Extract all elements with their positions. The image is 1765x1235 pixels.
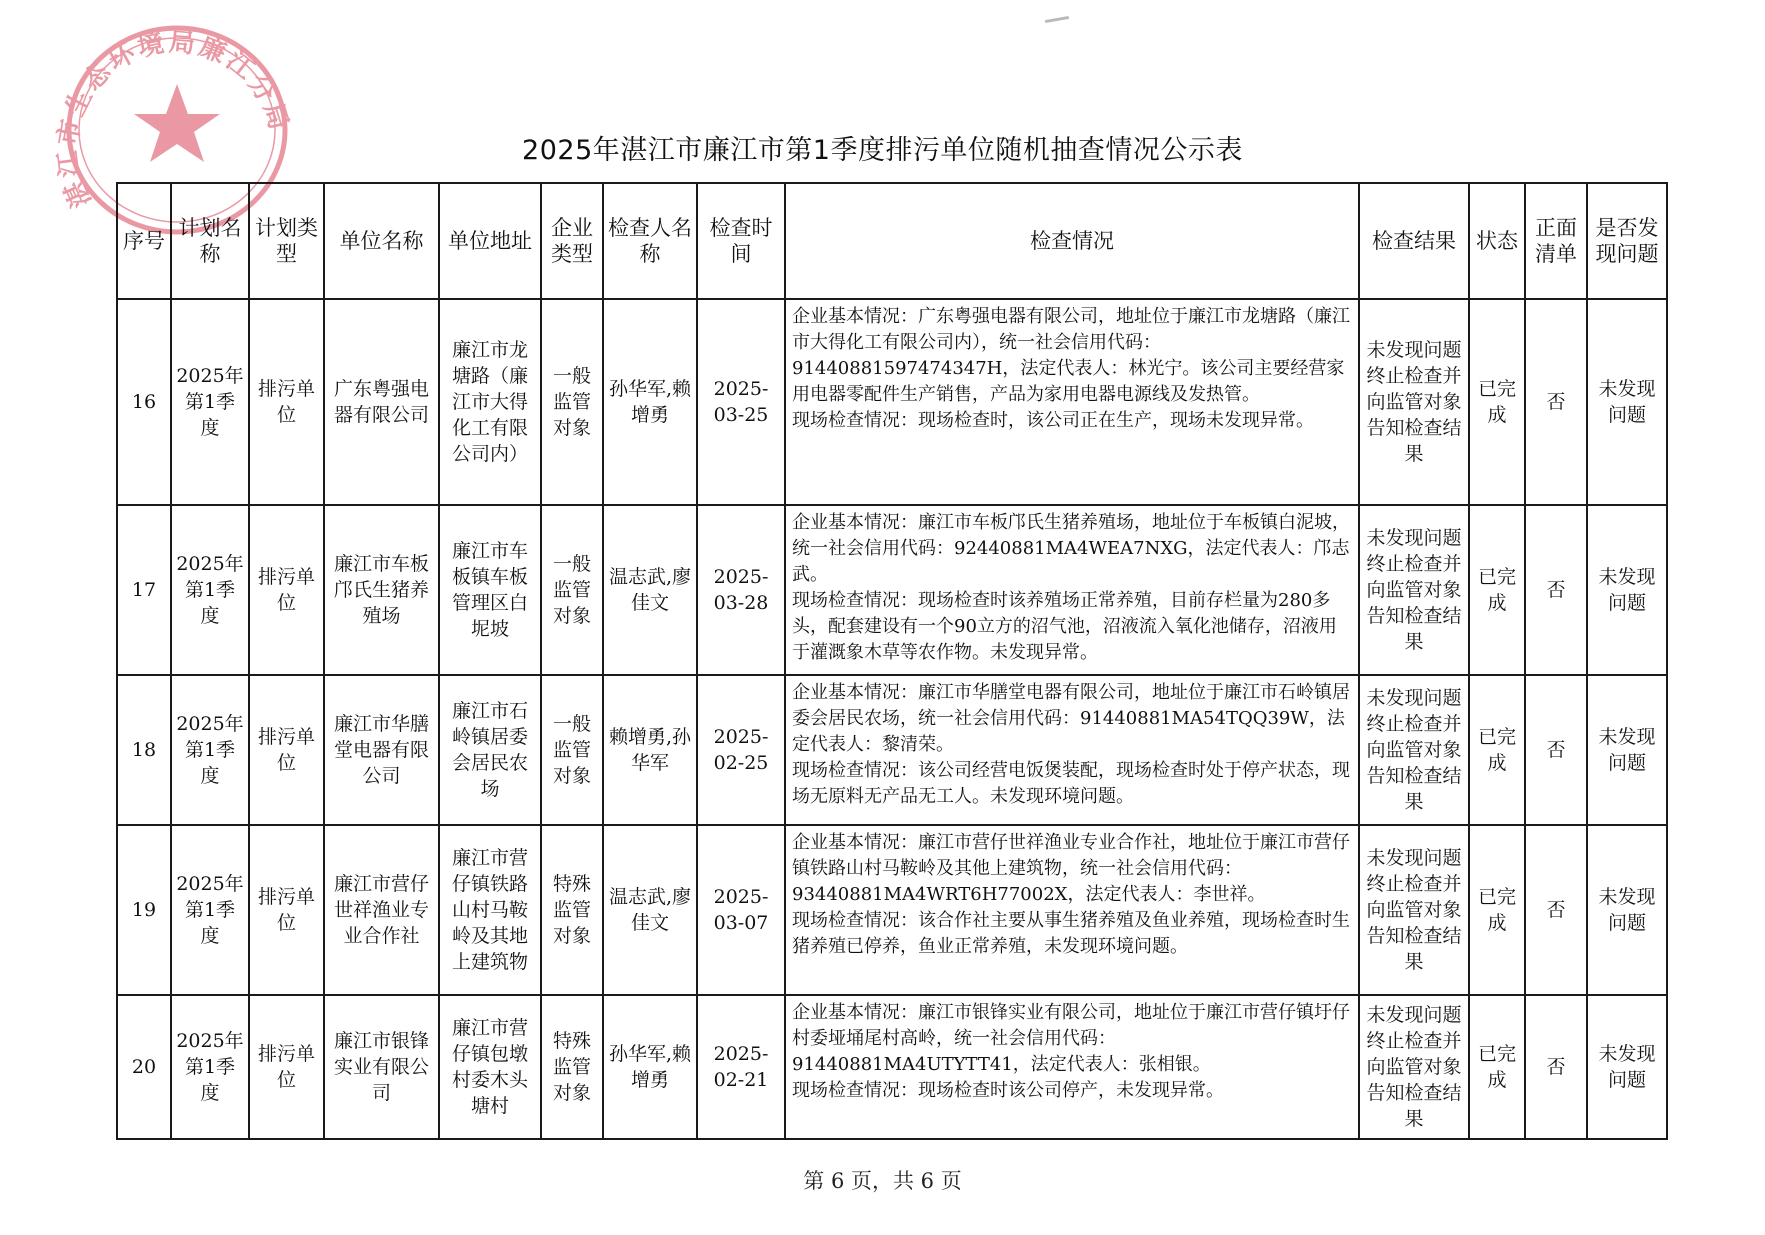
- cell-date: 2025-03-28: [697, 505, 785, 675]
- cell-unit-name: 廉江市银锋实业有限公司: [324, 995, 439, 1139]
- cell-ent-type: 特殊监管对象: [541, 995, 603, 1139]
- seal-text: 湛江市生态环境局廉江分局: [52, 27, 295, 212]
- onsite-info: 现场检查情况：现场检查时该公司停产，未发现异常。: [792, 1080, 1224, 1101]
- cell-problem-found: 未发现问题: [1587, 299, 1667, 505]
- cell-status: 已完成: [1469, 995, 1525, 1139]
- cell-seq: 16: [117, 299, 171, 505]
- header-seq: 序号: [117, 183, 171, 299]
- cell-problem-found: 未发现问题: [1587, 995, 1667, 1139]
- cell-plan-type: 排污单位: [249, 299, 324, 505]
- header-plan-name: 计划名称: [171, 183, 249, 299]
- page-footer: 第 6 页，共 6 页: [803, 1169, 962, 1193]
- onsite-info: 现场检查情况：该公司经营电饭煲装配，现场检查时处于停产状态，现场无原料无产品无工人。未发现环境问题。: [792, 760, 1350, 807]
- basic-info: 企业基本情况：广东粤强电器有限公司，地址位于廉江市龙塘路（廉江市大得化工有限公司内），统一社会信用代码：91440881597474347H，法定代表人：林光宁。该公司主要经营家用电器零配件生产销售，产品为家用电器电源线及发热管。: [792, 306, 1350, 405]
- cell-positive-list: 否: [1525, 299, 1587, 505]
- cell-plan-type: 排污单位: [249, 505, 324, 675]
- cell-seq: 17: [117, 505, 171, 675]
- cell-inspector: 孙华军,赖增勇: [603, 299, 697, 505]
- cell-unit-name: 广东粤强电器有限公司: [324, 299, 439, 505]
- inspection-table: [116, 182, 1668, 1140]
- cell-problem-found: 未发现问题: [1587, 825, 1667, 995]
- cell-address: 廉江市营仔镇铁路山村马鞍岭及其地上建筑物: [439, 825, 541, 995]
- cell-result: 未发现问题终止检查并向监管对象告知检查结果: [1359, 505, 1469, 675]
- header-result: 检查结果: [1359, 183, 1469, 299]
- cell-result: 未发现问题终止检查并向监管对象告知检查结果: [1359, 995, 1469, 1139]
- cell-inspector: 温志武,廖佳文: [603, 825, 697, 995]
- cell-inspector: 温志武,廖佳文: [603, 505, 697, 675]
- basic-info: 企业基本情况：廉江市华膳堂电器有限公司，地址位于廉江市石岭镇居委会居民农场，统一社会信用代码：91440881MA54TQQ39W，法定代表人：黎清荣。: [792, 682, 1350, 755]
- header-problem-found: 是否发现问题: [1587, 183, 1667, 299]
- cell-result: 未发现问题终止检查并向监管对象告知检查结果: [1359, 299, 1469, 505]
- cell-positive-list: 否: [1525, 675, 1587, 825]
- header-unit-name: 单位名称: [324, 183, 439, 299]
- cell-plan-type: 排污单位: [249, 825, 324, 995]
- table-row: [117, 675, 1667, 825]
- cell-plan-name: 2025年第1季度: [171, 675, 249, 825]
- cell-positive-list: 否: [1525, 995, 1587, 1139]
- table-row: [117, 299, 1667, 505]
- cell-situation: [785, 825, 1359, 995]
- cell-status: 已完成: [1469, 675, 1525, 825]
- cell-seq: 19: [117, 825, 171, 995]
- cell-status: 已完成: [1469, 299, 1525, 505]
- cell-address: 廉江市车板镇车板管理区白坭坡: [439, 505, 541, 675]
- cell-positive-list: 否: [1525, 505, 1587, 675]
- cell-date: 2025-02-21: [697, 995, 785, 1139]
- cell-unit-name: 廉江市车板邝氏生猪养殖场: [324, 505, 439, 675]
- cell-situation: [785, 675, 1359, 825]
- cell-unit-name: 廉江市华膳堂电器有限公司: [324, 675, 439, 825]
- cell-ent-type: 特殊监管对象: [541, 825, 603, 995]
- page-title: 2025年湛江市廉江市第1季度排污单位随机抽查情况公示表: [522, 135, 1243, 166]
- cell-ent-type: 一般监管对象: [541, 299, 603, 505]
- cell-status: 已完成: [1469, 825, 1525, 995]
- scan-speck: [1045, 16, 1069, 23]
- onsite-info: 现场检查情况：该合作社主要从事生猪养殖及鱼业养殖，现场检查时生猪养殖已停养，鱼业正常养殖，未发现环境问题。: [792, 910, 1350, 957]
- table-row: [117, 995, 1667, 1139]
- cell-situation: [785, 505, 1359, 675]
- header-address: 单位地址: [439, 183, 541, 299]
- cell-date: 2025-03-25: [697, 299, 785, 505]
- cell-ent-type: 一般监管对象: [541, 505, 603, 675]
- header-situation: 检查情况: [785, 183, 1359, 299]
- cell-address: 廉江市龙塘路（廉江市大得化工有限公司内）: [439, 299, 541, 505]
- cell-result: 未发现问题终止检查并向监管对象告知检查结果: [1359, 675, 1469, 825]
- cell-problem-found: 未发现问题: [1587, 675, 1667, 825]
- cell-address: 廉江市石岭镇居委会居民农场: [439, 675, 541, 825]
- cell-plan-name: 2025年第1季度: [171, 825, 249, 995]
- cell-date: 2025-02-25: [697, 675, 785, 825]
- table-row: [117, 825, 1667, 995]
- cell-plan-name: 2025年第1季度: [171, 505, 249, 675]
- cell-positive-list: 否: [1525, 825, 1587, 995]
- header-plan-type: 计划类型: [249, 183, 324, 299]
- header-date: 检查时间: [697, 183, 785, 299]
- cell-plan-name: 2025年第1季度: [171, 299, 249, 505]
- cell-unit-name: 廉江市营仔世祥渔业专业合作社: [324, 825, 439, 995]
- cell-ent-type: 一般监管对象: [541, 675, 603, 825]
- cell-problem-found: 未发现问题: [1587, 505, 1667, 675]
- header-inspector: 检查人名称: [603, 183, 697, 299]
- cell-seq: 18: [117, 675, 171, 825]
- cell-status: 已完成: [1469, 505, 1525, 675]
- cell-address: 廉江市营仔镇包墩村委木头塘村: [439, 995, 541, 1139]
- cell-situation: [785, 995, 1359, 1139]
- cell-plan-name: 2025年第1季度: [171, 995, 249, 1139]
- table-row: [117, 505, 1667, 675]
- basic-info: 企业基本情况：廉江市营仔世祥渔业专业合作社，地址位于廉江市营仔镇铁路山村马鞍岭及其他上建筑物，统一社会信用代码：93440881MA4WRT6H77002X，法定代表人：李世祥。: [792, 832, 1350, 905]
- cell-date: 2025-03-07: [697, 825, 785, 995]
- cell-inspector: 赖增勇,孙华军: [603, 675, 697, 825]
- cell-plan-type: 排污单位: [249, 995, 324, 1139]
- basic-info: 企业基本情况：廉江市银锋实业有限公司，地址位于廉江市营仔镇圩仔村委垭埇尾村高岭，统一社会信用代码：91440881MA4UTYTT41，法定代表人：张相银。: [792, 1002, 1350, 1075]
- cell-seq: 20: [117, 995, 171, 1139]
- cell-result: 未发现问题终止检查并向监管对象告知检查结果: [1359, 825, 1469, 995]
- cell-situation: [785, 299, 1359, 505]
- cell-plan-type: 排污单位: [249, 675, 324, 825]
- header-ent-type: 企业类型: [541, 183, 603, 299]
- onsite-info: 现场检查情况：现场检查时，该公司正在生产，现场未发现异常。: [792, 410, 1314, 431]
- onsite-info: 现场检查情况：现场检查时该养殖场正常养殖，目前存栏量为280多头，配套建设有一个90立方的沼气池，沼液流入氧化池储存，沼液用于灌溉象木草等农作物。未发现异常。: [792, 590, 1337, 663]
- header-row: [117, 183, 1667, 299]
- header-positive-list: 正面清单: [1525, 183, 1587, 299]
- basic-info: 企业基本情况：廉江市车板邝氏生猪养殖场，地址位于车板镇白泥坡，统一社会信用代码：92440881MA4WEA7NXG，法定代表人：邝志武。: [792, 512, 1350, 585]
- cell-inspector: 孙华军,赖增勇: [603, 995, 697, 1139]
- header-status: 状态: [1469, 183, 1525, 299]
